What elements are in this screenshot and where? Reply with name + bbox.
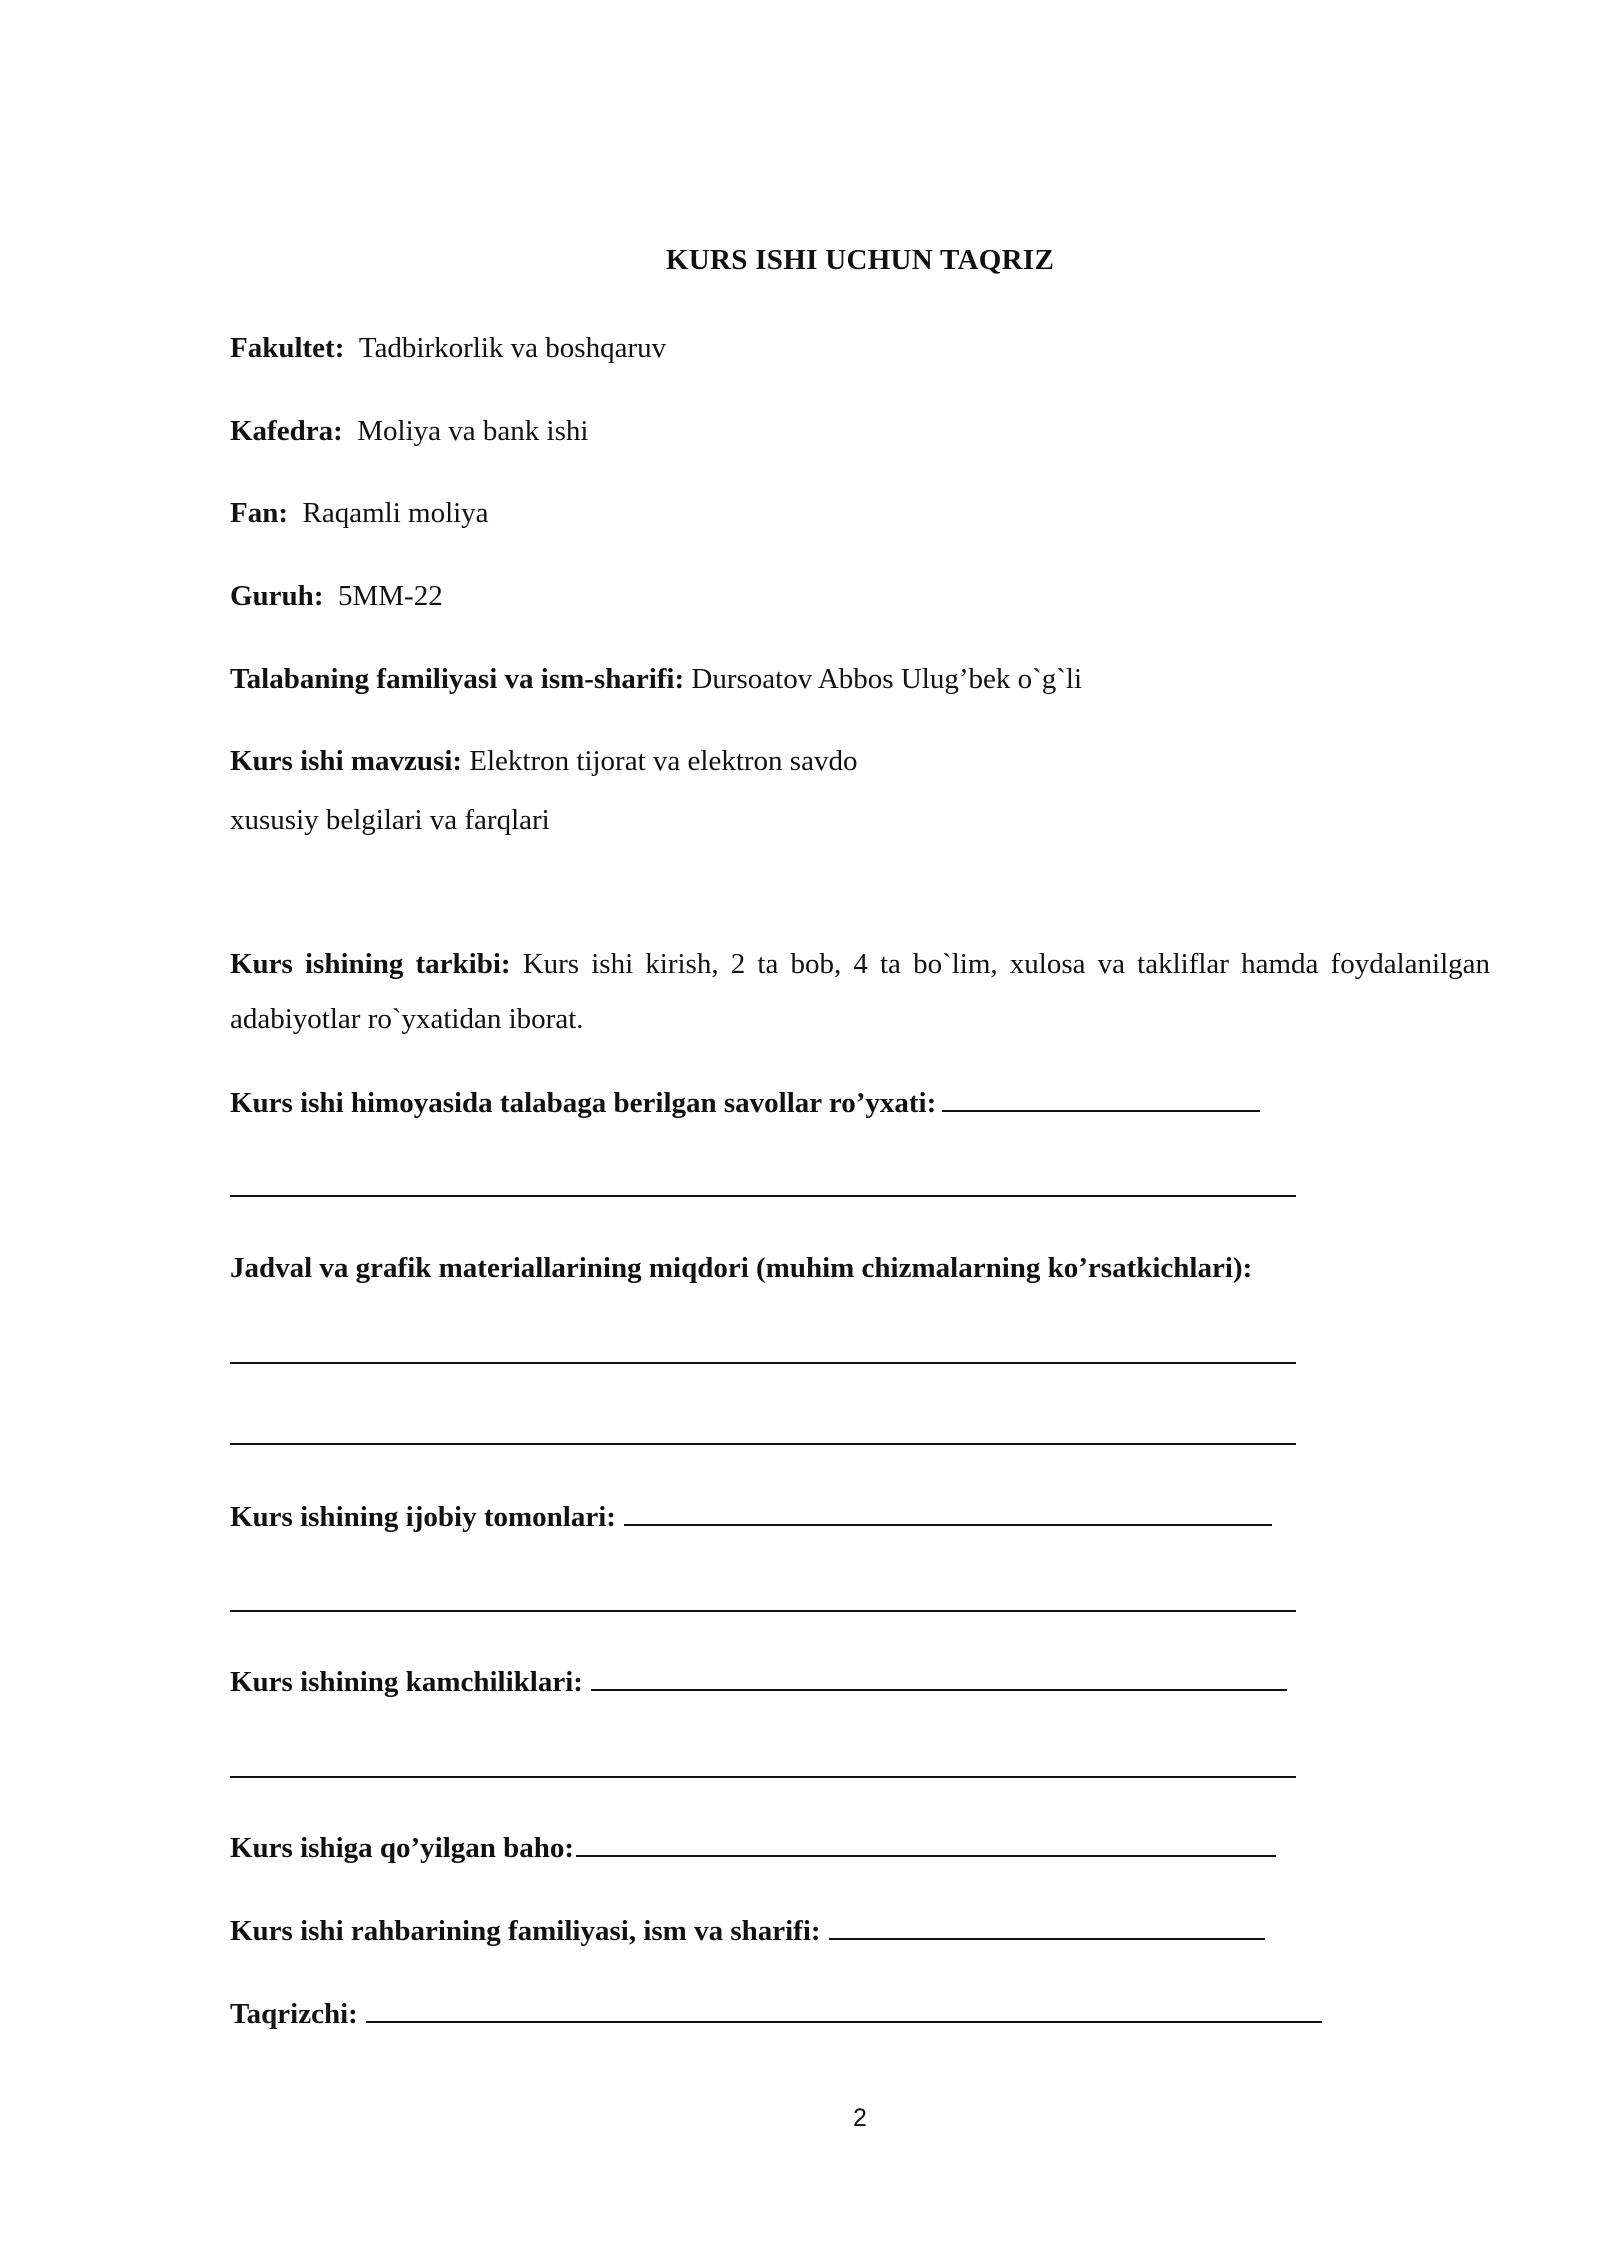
subject-line (230, 493, 489, 533)
tables-blank-line-2[interactable] (230, 1443, 1296, 1445)
tables-blank-line-1[interactable] (230, 1362, 1296, 1364)
topic-line (230, 741, 857, 781)
student-label: Talabaning familiyasi va ism-sharifi: (230, 663, 685, 695)
faculty-line (230, 328, 666, 368)
topic-value-continued: xususiy belgilari va farqlari (230, 804, 550, 836)
supervisor-line (230, 1911, 1265, 1951)
supervisor-blank[interactable] (829, 1937, 1265, 1940)
group-line (230, 576, 443, 616)
shortcomings-line (230, 1662, 1287, 1702)
subject-label: Fan: (230, 497, 288, 529)
questions-blank-line[interactable] (230, 1195, 1296, 1197)
grade-line (230, 1828, 1276, 1868)
questions-label: Kurs ishi himoyasida talabaga berilgan savollar ro’yxati: (230, 1087, 937, 1119)
reviewer-line (230, 1994, 1322, 2034)
questions-blank[interactable] (942, 1109, 1260, 1112)
faculty-value: Tadbirkorlik va boshqaruv (358, 332, 667, 364)
student-value: Dursoatov Abbos Ulug’bek o`g`li (691, 663, 1083, 695)
department-label: Kafedra: (230, 415, 343, 447)
structure-label: Kurs ishining tarkibi: (230, 948, 511, 980)
group-value: 5MM-22 (337, 580, 443, 612)
faculty-label: Fakultet: (230, 332, 345, 364)
department-value: Moliya va bank ishi (357, 415, 589, 447)
positives-label: Kurs ishining ijobiy tomonlari: (230, 1501, 616, 1533)
group-label: Guruh: (230, 580, 324, 612)
topic-line-2 (230, 800, 550, 840)
student-line (230, 659, 1082, 699)
tables-label: Jadval va grafik materiallarining miqdori (muhim chizmalarning ko’rsatkichlari): (230, 1252, 1253, 1284)
subject-value: Raqamli moliya (302, 497, 489, 529)
topic-label: Kurs ishi mavzusi: (230, 745, 463, 777)
questions-line (230, 1083, 1260, 1123)
grade-label: Kurs ishiga qo’yilgan baho: (230, 1832, 575, 1864)
reviewer-label: Taqrizchi: (230, 1998, 358, 2030)
shortcomings-blank[interactable] (591, 1688, 1287, 1691)
positives-blank-line[interactable] (230, 1610, 1296, 1612)
structure-value: Kurs ishi kirish, 2 ta bob, 4 ta bo`lim, xulosa va takliflar hamda foydalanilgan adabiyotlar ro`yxatidan iborat. (230, 948, 1491, 1035)
supervisor-label: Kurs ishi rahbarining familiyasi, ism va sharifi: (230, 1915, 821, 1947)
structure-paragraph (230, 937, 1490, 1047)
positives-line (230, 1497, 1272, 1537)
tables-line (230, 1248, 1252, 1288)
reviewer-blank[interactable] (366, 2020, 1322, 2023)
document-title: KURS ISHI UCHUN TAQRIZ (665, 244, 1055, 276)
page-number: 2 (853, 2104, 867, 2132)
shortcomings-blank-line[interactable] (230, 1776, 1296, 1778)
grade-blank[interactable] (576, 1854, 1276, 1857)
department-line (230, 411, 588, 451)
shortcomings-label: Kurs ishining kamchiliklari: (230, 1666, 583, 1698)
topic-value: Elektron tijorat va elektron savdo (469, 745, 858, 777)
positives-blank[interactable] (624, 1523, 1272, 1526)
